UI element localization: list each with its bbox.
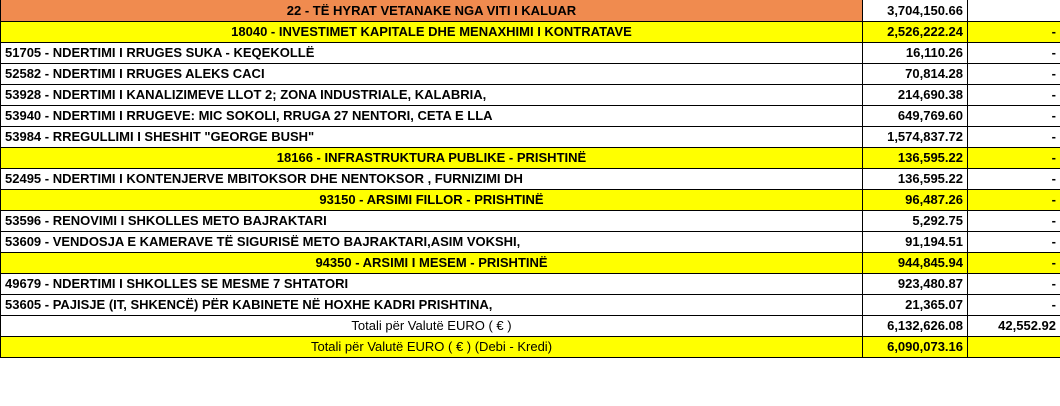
extra-amount-cell: - [968,252,1060,273]
amount-cell: 214,690.38 [863,84,968,105]
report-table-body [1,0,1060,357]
table-row [1,105,1060,126]
extra-amount-cell: - [968,189,1060,210]
table-row [1,294,1060,315]
amount-cell: 91,194.51 [863,231,968,252]
section-row [1,0,1060,21]
description-cell: 22 - TË HYRAT VETANAKE NGA VITI I KALUAR [1,0,863,21]
description-cell: 53605 - PAJISJE (IT, SHKENCË) PËR KABINETE NË HOXHE KADRI PRISHTINA, [1,294,863,315]
description-cell: 53609 - VENDOSJA E KAMERAVE TË SIGURISË METO BAJRAKTARI,ASIM VOKSHI, [1,231,863,252]
extra-amount-cell: - [968,231,1060,252]
description-cell: 53984 - RREGULLIMI I SHESHIT "GEORGE BUSH" [1,126,863,147]
extra-amount-cell [968,0,1060,21]
table-row [1,231,1060,252]
description-cell: 52495 - NDERTIMI I KONTENJERVE MBITOKSOR DHE NENTOKSOR , FURNIZIMI DH [1,168,863,189]
amount-cell: 944,845.94 [863,252,968,273]
section-row [1,147,1060,168]
amount-cell: 3,704,150.66 [863,0,968,21]
table-row [1,84,1060,105]
description-cell: Totali për Valutë EURO ( € ) [1,315,863,336]
extra-amount-cell: - [968,210,1060,231]
table-row [1,210,1060,231]
extra-amount-cell [968,336,1060,357]
amount-cell: 16,110.26 [863,42,968,63]
table-row [1,126,1060,147]
amount-cell: 136,595.22 [863,168,968,189]
total-row [1,336,1060,357]
table-row [1,168,1060,189]
description-cell: 94350 - ARSIMI I MESEM - PRISHTINË [1,252,863,273]
table-row [1,42,1060,63]
amount-cell: 70,814.28 [863,63,968,84]
amount-cell: 649,769.60 [863,105,968,126]
extra-amount-cell: - [968,42,1060,63]
amount-cell: 21,365.07 [863,294,968,315]
description-cell: 53940 - NDERTIMI I RRUGEVE: MIC SOKOLI, RRUGA 27 NENTORI, CETA E LLA [1,105,863,126]
section-row [1,252,1060,273]
description-cell: 93150 - ARSIMI FILLOR - PRISHTINË [1,189,863,210]
description-cell: 49679 - NDERTIMI I SHKOLLES SE MESME 7 SHTATORI [1,273,863,294]
amount-cell: 6,132,626.08 [863,315,968,336]
extra-amount-cell: - [968,147,1060,168]
description-cell: 18040 - INVESTIMET KAPITALE DHE MENAXHIMI I KONTRATAVE [1,21,863,42]
table-row [1,63,1060,84]
total-row [1,315,1060,336]
extra-amount-cell: - [968,63,1060,84]
description-cell: Totali për Valutë EURO ( € ) (Debi - Kredi) [1,336,863,357]
description-cell: 18166 - INFRASTRUKTURA PUBLIKE - PRISHTINË [1,147,863,168]
extra-amount-cell: - [968,168,1060,189]
amount-cell: 923,480.87 [863,273,968,294]
amount-cell: 1,574,837.72 [863,126,968,147]
amount-cell: 96,487.26 [863,189,968,210]
extra-amount-cell: - [968,84,1060,105]
extra-amount-cell: - [968,126,1060,147]
table-row [1,273,1060,294]
amount-cell: 5,292.75 [863,210,968,231]
amount-cell: 136,595.22 [863,147,968,168]
amount-cell: 2,526,222.24 [863,21,968,42]
description-cell: 53928 - NDERTIMI I KANALIZIMEVE LLOT 2; ZONA INDUSTRIALE, KALABRIA, [1,84,863,105]
amount-cell: 6,090,073.16 [863,336,968,357]
description-cell: 53596 - RENOVIMI I SHKOLLES METO BAJRAKTARI [1,210,863,231]
extra-amount-cell: - [968,294,1060,315]
extra-amount-cell: - [968,273,1060,294]
description-cell: 51705 - NDERTIMI I RRUGES SUKA - KEQEKOLLË [1,42,863,63]
extra-amount-cell: 42,552.92 [968,315,1060,336]
section-row [1,189,1060,210]
extra-amount-cell: - [968,105,1060,126]
section-row [1,21,1060,42]
extra-amount-cell: - [968,21,1060,42]
description-cell: 52582 - NDERTIMI I RRUGES ALEKS CACI [1,63,863,84]
